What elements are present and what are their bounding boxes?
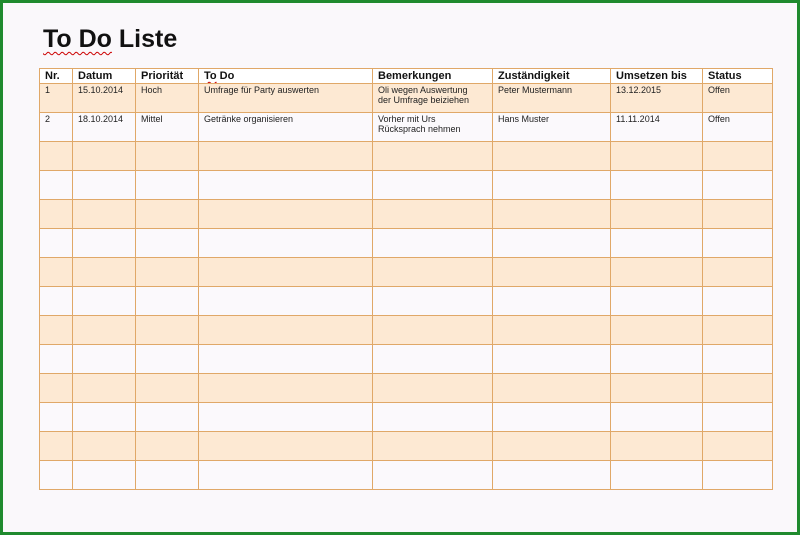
table-row — [40, 287, 773, 316]
cell-todo[interactable] — [199, 142, 373, 171]
cell-todo[interactable] — [199, 461, 373, 490]
cell-prioritaet[interactable] — [136, 403, 199, 432]
cell-prioritaet[interactable]: Mittel — [136, 113, 199, 142]
cell-todo[interactable] — [199, 258, 373, 287]
cell-nr[interactable] — [40, 432, 73, 461]
cell-umsetzen-bis[interactable] — [611, 432, 703, 461]
cell-nr[interactable]: 2 — [40, 113, 73, 142]
table-row — [40, 200, 773, 229]
cell-datum[interactable]: 18.10.2014 — [73, 113, 136, 142]
cell-todo[interactable] — [199, 287, 373, 316]
cell-status[interactable]: Offen — [703, 84, 773, 113]
cell-bemerkungen[interactable] — [373, 316, 493, 345]
cell-bemerkungen-line: Oli wegen Auswertung — [378, 85, 468, 95]
cell-zustaendigkeit[interactable]: Peter Mustermann — [493, 84, 611, 113]
cell-status[interactable] — [703, 316, 773, 345]
cell-nr[interactable] — [40, 316, 73, 345]
cell-umsetzen-bis[interactable]: 13.12.2015 — [611, 84, 703, 113]
cell-todo[interactable] — [199, 432, 373, 461]
title-word-liste: Liste — [111, 25, 178, 53]
table-row — [40, 461, 773, 490]
header-status[interactable]: Status — [703, 69, 773, 84]
todo-table — [39, 68, 773, 490]
cell-todo[interactable] — [199, 403, 373, 432]
cell-umsetzen-bis[interactable]: 11.11.2014 — [611, 113, 703, 142]
cell-zustaendigkeit[interactable] — [493, 316, 611, 345]
table-row — [40, 229, 773, 258]
cell-todo[interactable] — [199, 316, 373, 345]
cell-prioritaet[interactable] — [136, 316, 199, 345]
cell-datum[interactable] — [73, 142, 136, 171]
cell-datum[interactable] — [73, 374, 136, 403]
cell-datum[interactable] — [73, 229, 136, 258]
cell-datum[interactable] — [73, 403, 136, 432]
cell-umsetzen-bis[interactable] — [611, 142, 703, 171]
cell-prioritaet[interactable] — [136, 287, 199, 316]
cell-prioritaet[interactable] — [136, 432, 199, 461]
cell-bemerkungen[interactable] — [373, 461, 493, 490]
cell-datum[interactable] — [73, 287, 136, 316]
cell-todo[interactable]: Umfrage für Party auswerten — [199, 84, 373, 113]
table-row — [40, 432, 773, 461]
cell-prioritaet[interactable] — [136, 258, 199, 287]
cell-bemerkungen[interactable] — [373, 200, 493, 229]
cell-bemerkungen[interactable] — [373, 229, 493, 258]
table-row — [40, 113, 773, 142]
cell-prioritaet[interactable] — [136, 171, 199, 200]
cell-prioritaet[interactable] — [136, 374, 199, 403]
cell-todo[interactable] — [199, 345, 373, 374]
table-row — [40, 374, 773, 403]
cell-status[interactable] — [703, 432, 773, 461]
cell-zustaendigkeit[interactable] — [493, 171, 611, 200]
cell-status[interactable] — [703, 374, 773, 403]
cell-bemerkungen[interactable] — [373, 287, 493, 316]
cell-datum[interactable] — [73, 461, 136, 490]
cell-bemerkungen[interactable] — [373, 432, 493, 461]
cell-bemerkungen[interactable] — [373, 142, 493, 171]
header-zustaendigkeit[interactable]: Zuständigkeit — [493, 69, 611, 84]
header-umsetzen-bis[interactable]: Umsetzen bis — [611, 69, 703, 84]
cell-status[interactable] — [703, 345, 773, 374]
cell-bemerkungen-line: Vorher mit Urs — [378, 114, 436, 124]
cell-todo[interactable] — [199, 229, 373, 258]
cell-datum[interactable] — [73, 345, 136, 374]
cell-zustaendigkeit[interactable] — [493, 287, 611, 316]
cell-nr[interactable] — [40, 345, 73, 374]
title-word-todo: To Do — [43, 25, 112, 53]
cell-nr[interactable] — [40, 461, 73, 490]
cell-prioritaet[interactable] — [136, 345, 199, 374]
cell-umsetzen-bis[interactable] — [611, 171, 703, 200]
table-row — [40, 84, 773, 113]
header-todo-word-do: Do — [216, 70, 235, 82]
cell-todo[interactable] — [199, 374, 373, 403]
cell-datum[interactable] — [73, 171, 136, 200]
table-header-row — [40, 69, 773, 84]
cell-umsetzen-bis[interactable] — [611, 403, 703, 432]
cell-bemerkungen[interactable] — [373, 345, 493, 374]
table-row — [40, 403, 773, 432]
cell-status[interactable] — [703, 229, 773, 258]
table-row — [40, 316, 773, 345]
cell-zustaendigkeit[interactable] — [493, 403, 611, 432]
cell-status[interactable] — [703, 171, 773, 200]
cell-umsetzen-bis[interactable] — [611, 258, 703, 287]
empty-rows-group — [40, 142, 773, 490]
cell-status[interactable] — [703, 142, 773, 171]
cell-prioritaet[interactable] — [136, 200, 199, 229]
cell-bemerkungen[interactable] — [373, 84, 493, 113]
cell-status[interactable] — [703, 403, 773, 432]
header-todo[interactable] — [199, 69, 373, 84]
cell-nr[interactable] — [40, 200, 73, 229]
cell-todo[interactable] — [199, 171, 373, 200]
cell-zustaendigkeit[interactable] — [493, 258, 611, 287]
cell-prioritaet[interactable] — [136, 142, 199, 171]
cell-umsetzen-bis[interactable] — [611, 461, 703, 490]
cell-datum[interactable]: 15.10.2014 — [73, 84, 136, 113]
cell-todo[interactable] — [199, 200, 373, 229]
cell-bemerkungen-line: der Umfrage beiziehen — [378, 95, 470, 105]
cell-status[interactable] — [703, 258, 773, 287]
cell-todo[interactable]: Getränke organisieren — [199, 113, 373, 142]
cell-nr[interactable]: 1 — [40, 84, 73, 113]
page-title — [43, 25, 177, 54]
cell-umsetzen-bis[interactable] — [611, 316, 703, 345]
cell-nr[interactable] — [40, 374, 73, 403]
cell-zustaendigkeit[interactable] — [493, 432, 611, 461]
cell-datum[interactable] — [73, 200, 136, 229]
cell-zustaendigkeit[interactable] — [493, 345, 611, 374]
header-todo-word-to: To — [204, 70, 217, 82]
cell-prioritaet[interactable] — [136, 461, 199, 490]
cell-zustaendigkeit[interactable] — [493, 142, 611, 171]
table-row — [40, 142, 773, 171]
cell-status[interactable] — [703, 287, 773, 316]
table-row — [40, 345, 773, 374]
cell-status[interactable] — [703, 461, 773, 490]
cell-nr[interactable] — [40, 403, 73, 432]
table-row — [40, 258, 773, 287]
cell-zustaendigkeit[interactable] — [493, 229, 611, 258]
header-datum[interactable]: Datum — [73, 69, 136, 84]
cell-zustaendigkeit[interactable] — [493, 374, 611, 403]
cell-zustaendigkeit[interactable] — [493, 200, 611, 229]
cell-nr[interactable] — [40, 258, 73, 287]
cell-prioritaet[interactable] — [136, 229, 199, 258]
cell-bemerkungen-line: Rücksprach nehmen — [378, 124, 461, 134]
cell-bemerkungen[interactable] — [373, 258, 493, 287]
cell-zustaendigkeit[interactable] — [493, 461, 611, 490]
cell-status[interactable]: Offen — [703, 113, 773, 142]
header-bemerkungen[interactable]: Bemerkungen — [373, 69, 493, 84]
header-prioritaet[interactable]: Priorität — [136, 69, 199, 84]
cell-nr[interactable] — [40, 287, 73, 316]
cell-bemerkungen[interactable] — [373, 374, 493, 403]
cell-nr[interactable] — [40, 171, 73, 200]
cell-umsetzen-bis[interactable] — [611, 229, 703, 258]
cell-nr[interactable] — [40, 229, 73, 258]
cell-bemerkungen[interactable] — [373, 171, 493, 200]
cell-prioritaet[interactable]: Hoch — [136, 84, 199, 113]
cell-nr[interactable] — [40, 142, 73, 171]
cell-bemerkungen[interactable] — [373, 113, 493, 142]
cell-status[interactable] — [703, 200, 773, 229]
cell-datum[interactable] — [73, 432, 136, 461]
cell-datum[interactable] — [73, 258, 136, 287]
cell-umsetzen-bis[interactable] — [611, 374, 703, 403]
cell-umsetzen-bis[interactable] — [611, 200, 703, 229]
cell-umsetzen-bis[interactable] — [611, 287, 703, 316]
cell-bemerkungen[interactable] — [373, 403, 493, 432]
cell-datum[interactable] — [73, 316, 136, 345]
header-nr[interactable]: Nr. — [40, 69, 73, 84]
cell-umsetzen-bis[interactable] — [611, 345, 703, 374]
table-row — [40, 171, 773, 200]
cell-zustaendigkeit[interactable]: Hans Muster — [493, 113, 611, 142]
